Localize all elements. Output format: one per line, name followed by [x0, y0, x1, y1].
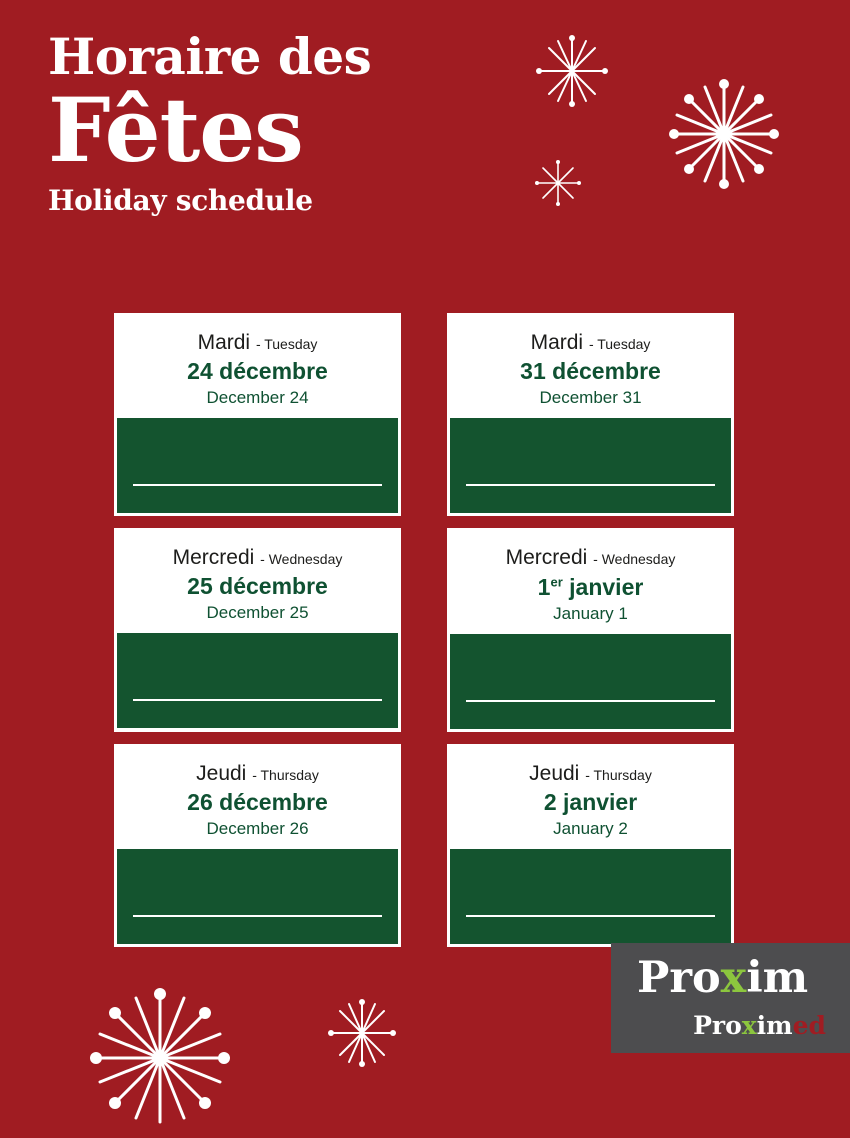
writein-line [133, 484, 382, 486]
schedule-card-writein-area[interactable] [117, 418, 398, 513]
day-name-fr: Mercredi [505, 546, 588, 569]
snowflake-icon-tiny-top [533, 158, 583, 208]
brand-logo-sub [693, 1013, 826, 1038]
brand-logo-name [637, 953, 809, 1003]
schedule-card-header [117, 316, 398, 418]
schedule-card-header [450, 747, 731, 849]
writein-line [466, 915, 715, 917]
schedule-card [114, 313, 401, 516]
brand-logo-sub-part1: Pro [693, 1011, 742, 1040]
schedule-card [447, 744, 734, 947]
date-fr [456, 575, 725, 599]
date-en: January 2 [553, 818, 628, 838]
day-name-en: - Thursday [585, 766, 652, 783]
schedule-card-writein-area[interactable] [450, 418, 731, 513]
schedule-card [114, 528, 401, 732]
schedule-card [114, 744, 401, 947]
schedule-card-writein-area[interactable] [117, 633, 398, 728]
day-line [123, 547, 392, 568]
day-line [123, 763, 392, 784]
date-en: December 24 [206, 388, 309, 407]
day-name-en: - Tuesday [588, 336, 651, 352]
writein-line [466, 484, 715, 486]
day-name-fr: Mercredi [172, 546, 255, 569]
date-fr [456, 788, 725, 815]
snowflake-icon-small-top [533, 32, 611, 110]
date-fr-text: 2 janvier [543, 788, 638, 815]
snowflake-icon-large-bottom [80, 978, 240, 1138]
page-title-line2: Fêtes [48, 78, 303, 182]
date-fr-text: 25 décembre [187, 573, 328, 599]
day-name-fr: Jeudi [529, 761, 580, 785]
page-title-line1: Horaire des [48, 27, 372, 86]
brand-logo [611, 943, 850, 1053]
schedule-grid [114, 313, 734, 947]
snowflake-icon-small-bottom [325, 996, 399, 1070]
date-en: January 1 [553, 603, 628, 623]
brand-logo-sub-part2: im [756, 1011, 793, 1040]
date-en: December 31 [539, 388, 642, 407]
snowflake-icon-large-top [662, 72, 787, 197]
schedule-card [447, 528, 734, 732]
brand-logo-x-accent: x [720, 953, 747, 1003]
day-name-en: - Wednesday [260, 551, 343, 567]
day-line [456, 547, 725, 568]
date-fr [456, 360, 725, 383]
brand-logo-name-part2: im [746, 953, 809, 1003]
schedule-card-header [117, 531, 398, 633]
writein-line [133, 699, 382, 701]
date-fr [123, 360, 392, 383]
schedule-card-header [450, 531, 731, 634]
day-name-fr: Mardi [197, 331, 251, 354]
date-fr [123, 788, 392, 815]
day-line [456, 763, 725, 784]
writein-line [133, 915, 382, 917]
day-line [456, 332, 725, 353]
day-name-fr: Jeudi [196, 761, 247, 785]
brand-logo-sub-part3: ed [792, 1011, 826, 1040]
date-fr-text: 24 décembre [187, 358, 328, 384]
brand-logo-sub-x-accent: x [741, 1011, 757, 1040]
schedule-card-writein-area[interactable] [450, 849, 731, 944]
date-en: December 25 [206, 603, 309, 622]
date-fr-text: 1er janvier [537, 573, 644, 600]
day-name-en: - Thursday [252, 766, 319, 783]
schedule-card-writein-area[interactable] [450, 634, 731, 729]
schedule-card-header [450, 316, 731, 418]
day-line [123, 332, 392, 353]
schedule-card [447, 313, 734, 516]
schedule-card-header [117, 747, 398, 849]
date-fr-text: 26 décembre [187, 788, 328, 815]
date-en: December 26 [206, 818, 309, 838]
day-name-en: - Wednesday [593, 551, 676, 567]
page-subtitle: Holiday schedule [48, 184, 313, 218]
day-name-fr: Mardi [530, 331, 584, 354]
poster-header [48, 27, 528, 218]
brand-logo-name-part1: Pro [637, 953, 721, 1003]
day-name-en: - Tuesday [255, 336, 318, 352]
writein-line [466, 700, 715, 702]
date-fr-text: 31 décembre [520, 358, 661, 384]
date-fr [123, 575, 392, 598]
schedule-card-writein-area[interactable] [117, 849, 398, 944]
